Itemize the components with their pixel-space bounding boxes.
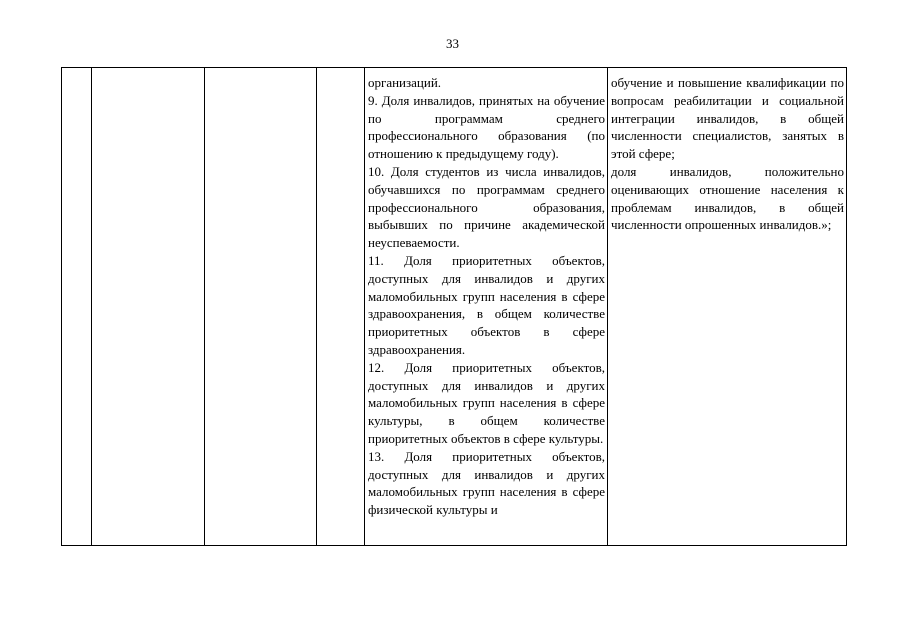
indicators-text [365,68,607,519]
results-text [608,68,846,234]
table-cell-goal [92,68,205,546]
table-cell-term [317,68,365,546]
indicator-paragraph: 10. Доля студентов из числа инвалидов, обучавшихся по программам среднего профессионального образования, выбывших по причине академической неуспеваемости. [368,163,605,251]
indicator-paragraph: 13. Доля приоритетных объектов, доступных для инвалидов и других маломобильных групп населения в сфере физической культуры и [368,448,605,518]
result-paragraph: доля инвалидов, положительно оценивающих отношение населения к проблемам инвалидов, в общей численности опрошенных инвалидов.»; [611,163,844,233]
table-cell-number [62,68,92,546]
table-cell-indicators [365,68,608,546]
table-cell-results [608,68,847,546]
table-row [62,68,847,546]
table-cell-task [205,68,317,546]
indicator-paragraph: 9. Доля инвалидов, принятых на обучение по программам среднего профессионального образования (по отношению к предыдущему году). [368,92,605,162]
indicator-paragraph: организаций. [368,75,442,90]
indicator-paragraph: 11. Доля приоритетных объектов, доступных для инвалидов и других маломобильных групп населения в сфере здравоохранения, в общем количестве приоритетных объектов в сфере здравоохранения. [368,252,605,357]
indicator-paragraph: 12. Доля приоритетных объектов, доступных для инвалидов и других маломобильных групп населения в сфере культуры, в общем количестве приоритетных объектов в сфере культуры. [368,359,605,446]
result-paragraph: обучение и повышение квалификации по вопросам реабилитации и социальной интеграции инвалидов, в общей численности специалистов, занятых в этой сфере; [611,75,844,162]
program-indicators-table [61,67,847,546]
page-number: 33 [446,36,459,51]
